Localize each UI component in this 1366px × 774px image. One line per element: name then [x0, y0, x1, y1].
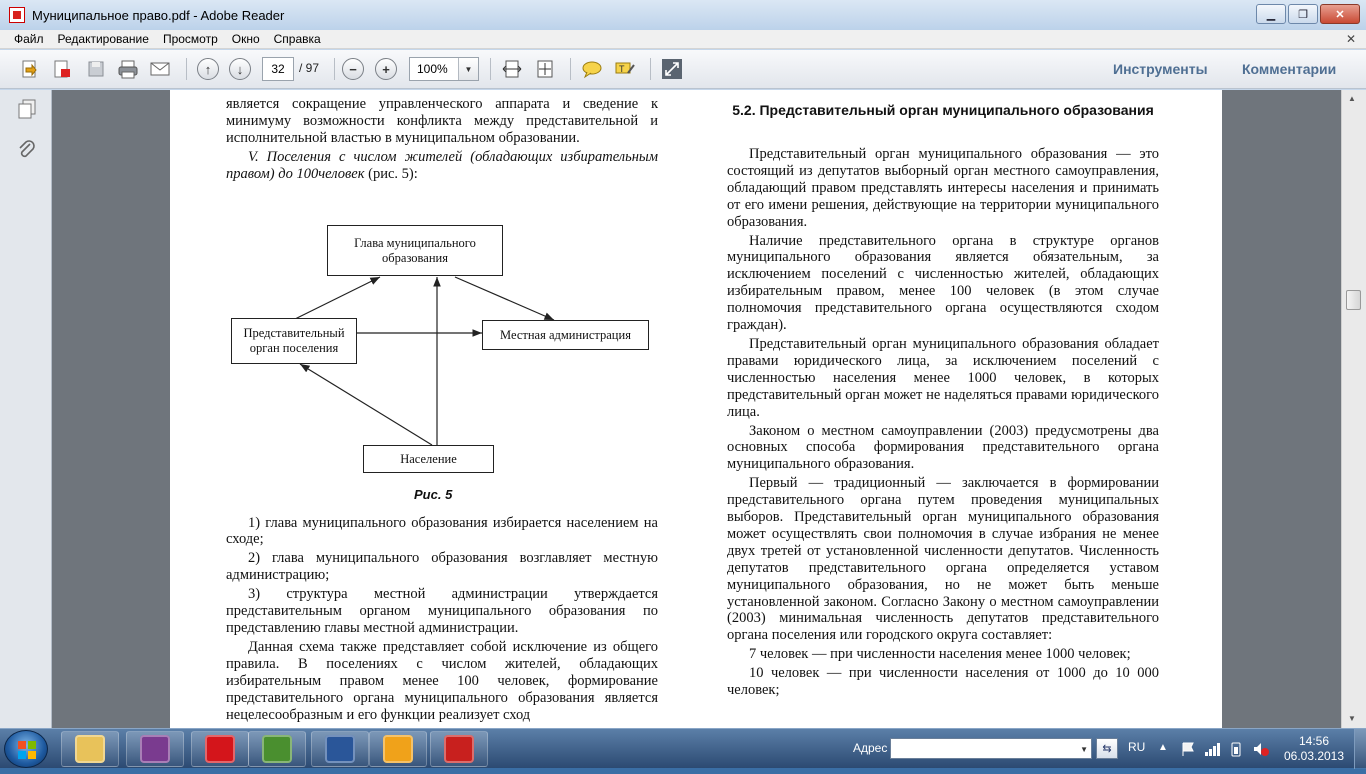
menu-edit[interactable]: Редактирование — [57, 32, 149, 46]
zoom-in-button[interactable] — [374, 57, 398, 81]
fit-page-icon[interactable] — [533, 57, 557, 81]
menu-file[interactable]: Файл — [14, 32, 44, 46]
section-title: 5.2. Представительный орган муниципального образования — [732, 102, 1154, 118]
fit-width-icon[interactable] — [500, 57, 524, 81]
zoom-out-button[interactable] — [341, 57, 365, 81]
email-icon[interactable] — [148, 57, 172, 81]
figure-head-box: Глава муниципального образования — [327, 225, 503, 276]
close-button[interactable]: ✕ — [1320, 4, 1360, 24]
word-icon — [325, 735, 355, 763]
language-indicator[interactable]: RU — [1128, 740, 1146, 754]
paragraph: Первый — традиционный — заключается в формировании представительного органа путем проведения муниципальных выборов. Представительный орган муниципального образования может осуществлять свои полномочия в случае избрания не менее двух третей от установленной численности депутатов. Численность депутатов представительного органа определяется уставом муниципального образования, но не может быть меньше установленной законом. Согласно Закону о местном самоуправлении (2003) минимальная численность депутатов представительного органа поселения или городского округа составляет: — [727, 475, 1159, 644]
print-icon[interactable] — [116, 57, 140, 81]
chevron-down-icon[interactable]: ▼ — [1080, 745, 1088, 754]
scroll-thumb[interactable] — [1346, 290, 1361, 310]
start-button[interactable] — [4, 730, 48, 768]
network-icon[interactable] — [1204, 741, 1220, 762]
show-desktop-button[interactable] — [1354, 729, 1366, 769]
taskbar-app-button[interactable] — [311, 731, 369, 767]
clock-date: 06.03.2013 — [1283, 749, 1345, 763]
save-icon[interactable] — [84, 57, 108, 81]
figure-arrows — [170, 90, 730, 490]
go-button[interactable]: ⇆ — [1096, 738, 1118, 759]
title-bar — [0, 0, 1366, 30]
taskbar — [0, 728, 1366, 768]
minus-icon: − — [342, 58, 364, 80]
clock[interactable] — [1278, 734, 1350, 764]
taskbar-app-button[interactable] — [61, 731, 119, 767]
svg-text:T: T — [619, 64, 625, 74]
menu-window[interactable]: Окно — [231, 32, 260, 46]
arrow-down-icon: ↓ — [229, 58, 251, 80]
window-title: Муниципальное право.pdf - Adobe Reader — [32, 7, 285, 23]
show-hidden-icons[interactable]: ▲ — [1158, 742, 1168, 753]
paragraph: Представительный орган муниципального образования — это состоящий из депутатов выборный орган местного самоуправления, обладающий правом представлять интересы населения и принимать от его имени решения, действующие на территории муниципального образования. — [727, 146, 1159, 230]
flag-icon[interactable] — [1180, 741, 1196, 762]
page-total: / 97 — [299, 61, 320, 75]
right-column — [727, 146, 1159, 701]
pages-panel-icon[interactable] — [16, 98, 38, 125]
plus-icon: + — [375, 58, 397, 80]
scheme-heading: V. Поселения с числом жителей (обладающих избирательным правом) до 100человек (рис. 5): — [226, 148, 658, 182]
next-page-button[interactable] — [228, 57, 252, 81]
clock-time: 14:56 — [1298, 734, 1330, 748]
zoom-select[interactable] — [409, 57, 479, 81]
list-item: 7 человек — при численности населения менее 1000 человек; — [749, 646, 1131, 663]
paragraph: Законом о местном самоуправлении (2003) предусмотрены два основных способа формирования представительного органа муниципального образования. — [727, 422, 1159, 473]
prev-page-button[interactable] — [196, 57, 220, 81]
h-icon — [383, 735, 413, 763]
tools-link[interactable]: Инструменты — [1113, 61, 1208, 77]
figure-admin-box: Местная администрация — [482, 320, 649, 350]
scroll-up-icon[interactable]: ▲ — [1348, 94, 1356, 103]
volume-icon[interactable] — [1252, 741, 1270, 762]
folder-icon — [75, 735, 105, 763]
zoom-value: 100% — [417, 62, 448, 76]
opera-icon — [205, 735, 235, 763]
figure-council-box: Представительный орган поселения — [231, 318, 357, 364]
paragraph: Данная схема также представляет собой исключение из общего правила. В поселениях с числом жителей, обладающих избирательным правом менее 100 человек, формирование представительного органа муниципального образования является нецелесообразным и его функции реализует сход — [226, 638, 658, 723]
list-item: 2) глава муниципального образования возглавляет местную администрацию; — [226, 550, 658, 584]
scroll-down-icon[interactable]: ▼ — [1348, 714, 1356, 723]
fullscreen-icon[interactable] — [660, 57, 684, 81]
maximize-button[interactable]: ❐ — [1288, 4, 1318, 24]
taskbar-app-button[interactable] — [369, 731, 427, 767]
taskbar-app-button[interactable] — [430, 731, 488, 767]
minimize-button[interactable]: ▁ — [1256, 4, 1286, 24]
list-item: 1) глава муниципального образования избирается населением на сходе; — [226, 514, 658, 548]
address-label: Адрес — [853, 741, 888, 755]
paragraph: является сокращение управленческого аппарата и сведение к минимуму возможности конфликта между представительной и исполнительной властью в муниципальном образовании. — [226, 96, 658, 146]
figure-population-box: Население — [363, 445, 494, 473]
open-file-icon[interactable] — [18, 57, 42, 81]
taskbar-app-button[interactable] — [191, 731, 249, 767]
power-icon[interactable] — [1228, 741, 1244, 762]
archive-icon — [140, 735, 170, 763]
vertical-scrollbar[interactable] — [1341, 90, 1366, 728]
list-item: 3) структура местной администрации утверждается представительным органом муниципального образования по представлению главы местной администрации. — [226, 586, 658, 636]
chrome-icon — [262, 735, 292, 763]
attachments-icon[interactable] — [17, 140, 37, 167]
comment-icon[interactable] — [580, 57, 604, 81]
menu-view[interactable]: Просмотр — [162, 32, 218, 46]
windows-logo-icon — [5, 731, 49, 769]
figure-caption: Рис. 5 — [414, 487, 453, 502]
comments-link[interactable]: Комментарии — [1242, 61, 1337, 77]
pdf-icon — [444, 735, 474, 763]
navigation-panel — [0, 90, 52, 728]
pdf-page — [170, 90, 1222, 728]
address-input[interactable] — [890, 738, 1092, 759]
paragraph: Наличие представительного органа в структуре органов муниципального образования является обязательным, за исключением поселений с численностью жителей, обладающих избирательным правом, менее 100 человек (в этом случае полномочия представительного органа осуществляются сходом граждан). — [727, 232, 1159, 334]
menu-bar — [0, 30, 1366, 49]
create-pdf-icon[interactable] — [50, 57, 74, 81]
highlight-icon[interactable] — [613, 57, 637, 81]
document-view[interactable] — [52, 90, 1341, 728]
chevron-down-icon[interactable]: ▼ — [458, 58, 478, 80]
pdf-app-icon — [9, 7, 25, 23]
menu-help[interactable]: Справка — [273, 32, 321, 46]
page-number-input[interactable]: 32 — [262, 57, 294, 81]
arrow-up-icon: ↑ — [197, 58, 219, 80]
menu-close-icon[interactable]: ✕ — [1345, 32, 1356, 46]
taskbar-app-button[interactable] — [248, 731, 306, 767]
paragraph: Представительный орган муниципального образования обладает правами юридического лица, за исключением поселений с численностью населения менее 1000 человек, в которых представительный орган может не наделяться правами юридического лица. — [727, 335, 1159, 420]
list-item: 10 человек — при численности населения от 1000 до 10 000 человек; — [727, 665, 1159, 699]
taskbar-app-button[interactable] — [126, 731, 184, 767]
